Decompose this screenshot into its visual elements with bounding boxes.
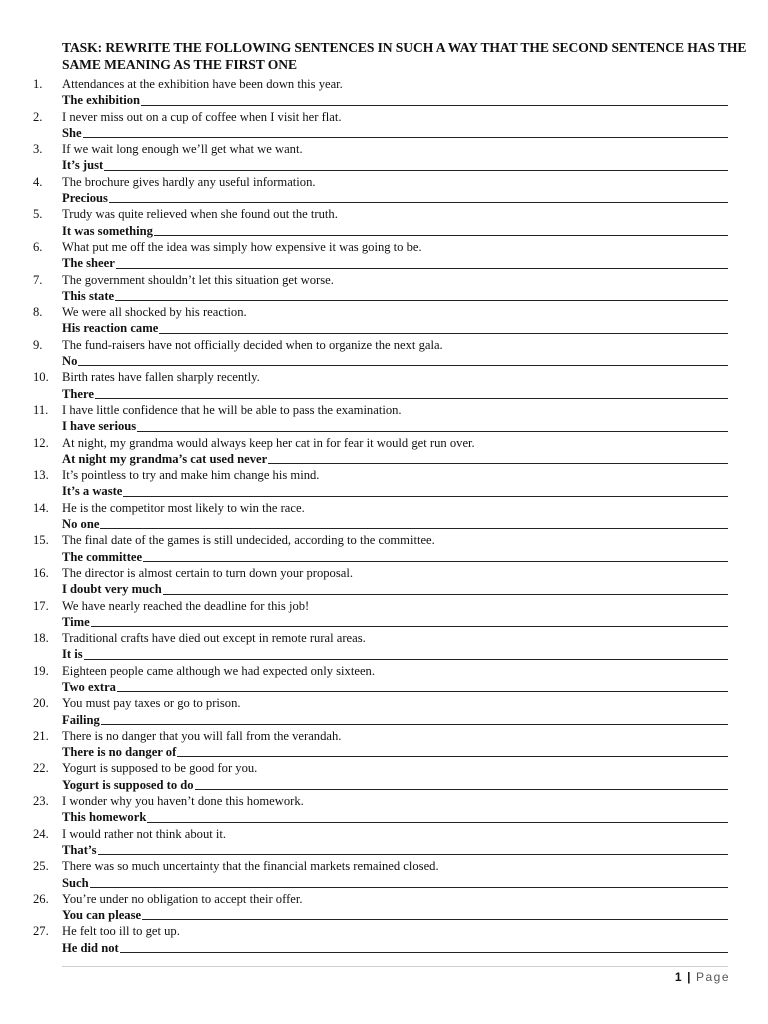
original-sentence: Traditional crafts have died out except in remote rural areas. xyxy=(62,631,366,646)
item-number: 20. xyxy=(33,696,49,711)
answer-blank[interactable] xyxy=(137,431,728,432)
page-label: Page xyxy=(695,970,730,984)
item-number: 14. xyxy=(33,500,49,515)
exercise-item xyxy=(0,109,768,142)
item-number: 12. xyxy=(33,435,49,450)
exercise-item xyxy=(0,141,768,174)
answer-blank[interactable] xyxy=(147,822,728,823)
original-sentence: The director is almost certain to turn down your proposal. xyxy=(62,565,353,580)
exercise-item xyxy=(0,239,768,272)
task-heading: TASK: REWRITE THE FOLLOWING SENTENCES IN SUCH A WAY THAT THE SECOND SENTENCE HAS THE SAME MEANING AS THE FIRST ONE xyxy=(62,40,747,72)
rewrite-line xyxy=(62,581,728,597)
exercise-item xyxy=(0,923,768,956)
page-number: 1 xyxy=(674,970,684,984)
item-number: 8. xyxy=(33,305,43,320)
exercise-item xyxy=(0,76,768,109)
rewrite-line xyxy=(62,614,728,630)
rewrite-prompt: You can please xyxy=(62,908,142,923)
item-number: 27. xyxy=(33,924,49,939)
exercise-item xyxy=(0,337,768,370)
item-number: 9. xyxy=(33,337,43,352)
original-sentence: I have little confidence that he will be able to pass the examination. xyxy=(62,402,402,417)
original-sentence: There was so much uncertainty that the financial markets remained closed. xyxy=(62,859,439,874)
item-number: 3. xyxy=(33,142,43,157)
original-sentence: The fund-raisers have not officially decided when to organize the next gala. xyxy=(62,337,443,352)
rewrite-prompt: The sheer xyxy=(62,256,115,271)
original-sentence: You must pay taxes or go to prison. xyxy=(62,696,241,711)
answer-blank[interactable] xyxy=(91,626,728,627)
exercise-item xyxy=(0,695,768,728)
original-sentence: We have nearly reached the deadline for this job! xyxy=(62,598,310,613)
exercise-item xyxy=(0,663,768,696)
rewrite-line xyxy=(62,255,728,271)
item-number: 4. xyxy=(33,174,43,189)
item-number: 24. xyxy=(33,826,49,841)
answer-blank[interactable] xyxy=(154,235,728,236)
rewrite-prompt: No one xyxy=(62,517,100,532)
rewrite-line xyxy=(62,483,728,499)
rewrite-prompt: The committee xyxy=(62,549,143,564)
rewrite-prompt: There is no danger of xyxy=(62,745,177,760)
exercise-item xyxy=(0,858,768,891)
item-number: 17. xyxy=(33,598,49,613)
rewrite-prompt: There xyxy=(62,386,94,401)
original-sentence: I would rather not think about it. xyxy=(62,826,227,841)
answer-blank[interactable] xyxy=(98,854,728,855)
rewrite-line xyxy=(62,157,728,173)
item-number: 15. xyxy=(33,533,49,548)
rewrite-prompt: This homework xyxy=(62,810,147,825)
answer-blank[interactable] xyxy=(163,594,728,595)
exercise-item xyxy=(0,467,768,500)
rewrite-line xyxy=(62,386,728,402)
answer-blank[interactable] xyxy=(142,919,728,920)
original-sentence: Eighteen people came although we had expected only sixteen. xyxy=(62,663,375,678)
item-number: 25. xyxy=(33,859,49,874)
footer-rule xyxy=(62,966,728,967)
rewrite-prompt: His reaction came xyxy=(62,321,159,336)
exercise-item xyxy=(0,500,768,533)
answer-blank[interactable] xyxy=(100,528,728,529)
rewrite-prompt: I doubt very much xyxy=(62,582,162,597)
item-number: 2. xyxy=(33,109,43,124)
rewrite-prompt: Failing xyxy=(62,712,100,727)
item-number: 5. xyxy=(33,207,43,222)
rewrite-line xyxy=(62,842,728,858)
answer-blank[interactable] xyxy=(83,137,728,138)
original-sentence: I wonder why you haven’t done this homework. xyxy=(62,794,304,809)
rewrite-prompt: This state xyxy=(62,288,115,303)
rewrite-line xyxy=(62,744,728,760)
rewrite-prompt: I have serious xyxy=(62,419,137,434)
answer-blank[interactable] xyxy=(143,561,728,562)
footer-separator: | xyxy=(687,970,692,984)
answer-blank[interactable] xyxy=(195,789,728,790)
rewrite-line xyxy=(62,320,728,336)
rewrite-prompt: Two extra xyxy=(62,679,116,694)
rewrite-prompt: Yogurt is supposed to do xyxy=(62,777,194,792)
rewrite-line xyxy=(62,353,728,369)
item-number: 18. xyxy=(33,631,49,646)
answer-blank[interactable] xyxy=(84,659,728,660)
answer-blank[interactable] xyxy=(268,463,728,464)
item-number: 11. xyxy=(33,402,49,417)
rewrite-prompt: She xyxy=(62,125,82,140)
rewrite-line xyxy=(62,809,728,825)
answer-blank[interactable] xyxy=(115,300,728,301)
exercise-list xyxy=(0,76,768,956)
item-number: 7. xyxy=(33,272,43,287)
original-sentence: Birth rates have fallen sharply recently. xyxy=(62,370,260,385)
answer-blank[interactable] xyxy=(104,170,728,171)
rewrite-line xyxy=(62,125,728,141)
rewrite-line xyxy=(62,288,728,304)
exercise-item xyxy=(0,630,768,663)
rewrite-line xyxy=(62,549,728,565)
rewrite-prompt: It was something xyxy=(62,223,153,238)
item-number: 16. xyxy=(33,565,49,580)
rewrite-prompt: At night my grandma’s cat used never xyxy=(62,451,268,466)
item-number: 23. xyxy=(33,794,49,809)
original-sentence: We were all shocked by his reaction. xyxy=(62,305,247,320)
exercise-item xyxy=(0,369,768,402)
exercise-item xyxy=(0,565,768,598)
item-number: 22. xyxy=(33,761,49,776)
exercise-item xyxy=(0,728,768,761)
rewrite-line xyxy=(62,451,728,467)
rewrite-line xyxy=(62,712,728,728)
answer-blank[interactable] xyxy=(141,105,728,106)
item-number: 26. xyxy=(33,891,49,906)
answer-blank[interactable] xyxy=(101,724,728,725)
answer-blank[interactable] xyxy=(95,398,728,399)
exercise-item xyxy=(0,598,768,631)
answer-blank[interactable] xyxy=(123,496,728,497)
answer-blank[interactable] xyxy=(159,333,728,334)
item-number: 19. xyxy=(33,663,49,678)
original-sentence: At night, my grandma would always keep her cat in for fear it would get run over. xyxy=(62,435,475,450)
rewrite-line xyxy=(62,679,728,695)
answer-blank[interactable] xyxy=(116,268,728,269)
original-sentence: I never miss out on a cup of coffee when I visit her flat. xyxy=(62,109,342,124)
item-number: 13. xyxy=(33,468,49,483)
rewrite-line xyxy=(62,940,728,956)
rewrite-line xyxy=(62,190,728,206)
exercise-item xyxy=(0,272,768,305)
exercise-item xyxy=(0,760,768,793)
answer-blank[interactable] xyxy=(78,365,728,366)
original-sentence: If we wait long enough we’ll get what we want. xyxy=(62,142,303,157)
original-sentence: There is no danger that you will fall from the verandah. xyxy=(62,728,342,743)
rewrite-line xyxy=(62,223,728,239)
exercise-item xyxy=(0,435,768,468)
rewrite-prompt: Such xyxy=(62,875,89,890)
rewrite-line xyxy=(62,92,728,108)
exercise-item xyxy=(0,206,768,239)
rewrite-line xyxy=(62,777,728,793)
rewrite-prompt: No xyxy=(62,354,78,369)
rewrite-line xyxy=(62,646,728,662)
original-sentence: He felt too ill to get up. xyxy=(62,924,180,939)
original-sentence: What put me off the idea was simply how expensive it was going to be. xyxy=(62,239,422,254)
exercise-item xyxy=(0,532,768,565)
page-footer xyxy=(675,970,730,984)
original-sentence: You’re under no obligation to accept their offer. xyxy=(62,891,303,906)
rewrite-prompt: He did not xyxy=(62,940,119,955)
answer-blank[interactable] xyxy=(109,202,728,203)
answer-blank[interactable] xyxy=(90,887,728,888)
rewrite-prompt: It’s just xyxy=(62,158,104,173)
rewrite-prompt: The exhibition xyxy=(62,93,141,108)
original-sentence: It’s pointless to try and make him change his mind. xyxy=(62,468,320,483)
item-number: 6. xyxy=(33,239,43,254)
exercise-item xyxy=(0,793,768,826)
original-sentence: Trudy was quite relieved when she found out the truth. xyxy=(62,207,338,222)
rewrite-line xyxy=(62,418,728,434)
original-sentence: Attendances at the exhibition have been down this year. xyxy=(62,77,343,91)
item-number: 1. xyxy=(33,77,43,91)
exercise-item xyxy=(0,826,768,859)
exercise-item xyxy=(0,891,768,924)
rewrite-line xyxy=(62,875,728,891)
exercise-item xyxy=(0,402,768,435)
rewrite-prompt: It is xyxy=(62,647,83,662)
item-number: 10. xyxy=(33,370,49,385)
original-sentence: The brochure gives hardly any useful information. xyxy=(62,174,316,189)
rewrite-prompt: That’s xyxy=(62,842,97,857)
answer-blank[interactable] xyxy=(117,691,728,692)
rewrite-prompt: Precious xyxy=(62,191,108,206)
answer-blank[interactable] xyxy=(120,952,728,953)
exercise-item xyxy=(0,304,768,337)
rewrite-prompt: Time xyxy=(62,614,90,629)
original-sentence: The government shouldn’t let this situation get worse. xyxy=(62,272,334,287)
item-number: 21. xyxy=(33,728,49,743)
rewrite-line xyxy=(62,907,728,923)
exercise-item xyxy=(0,174,768,207)
rewrite-line xyxy=(62,516,728,532)
original-sentence: The final date of the games is still undecided, according to the committee. xyxy=(62,533,435,548)
original-sentence: He is the competitor most likely to win the race. xyxy=(62,500,305,515)
answer-blank[interactable] xyxy=(177,756,728,757)
original-sentence: Yogurt is supposed to be good for you. xyxy=(62,761,258,776)
rewrite-prompt: It’s a waste xyxy=(62,484,123,499)
